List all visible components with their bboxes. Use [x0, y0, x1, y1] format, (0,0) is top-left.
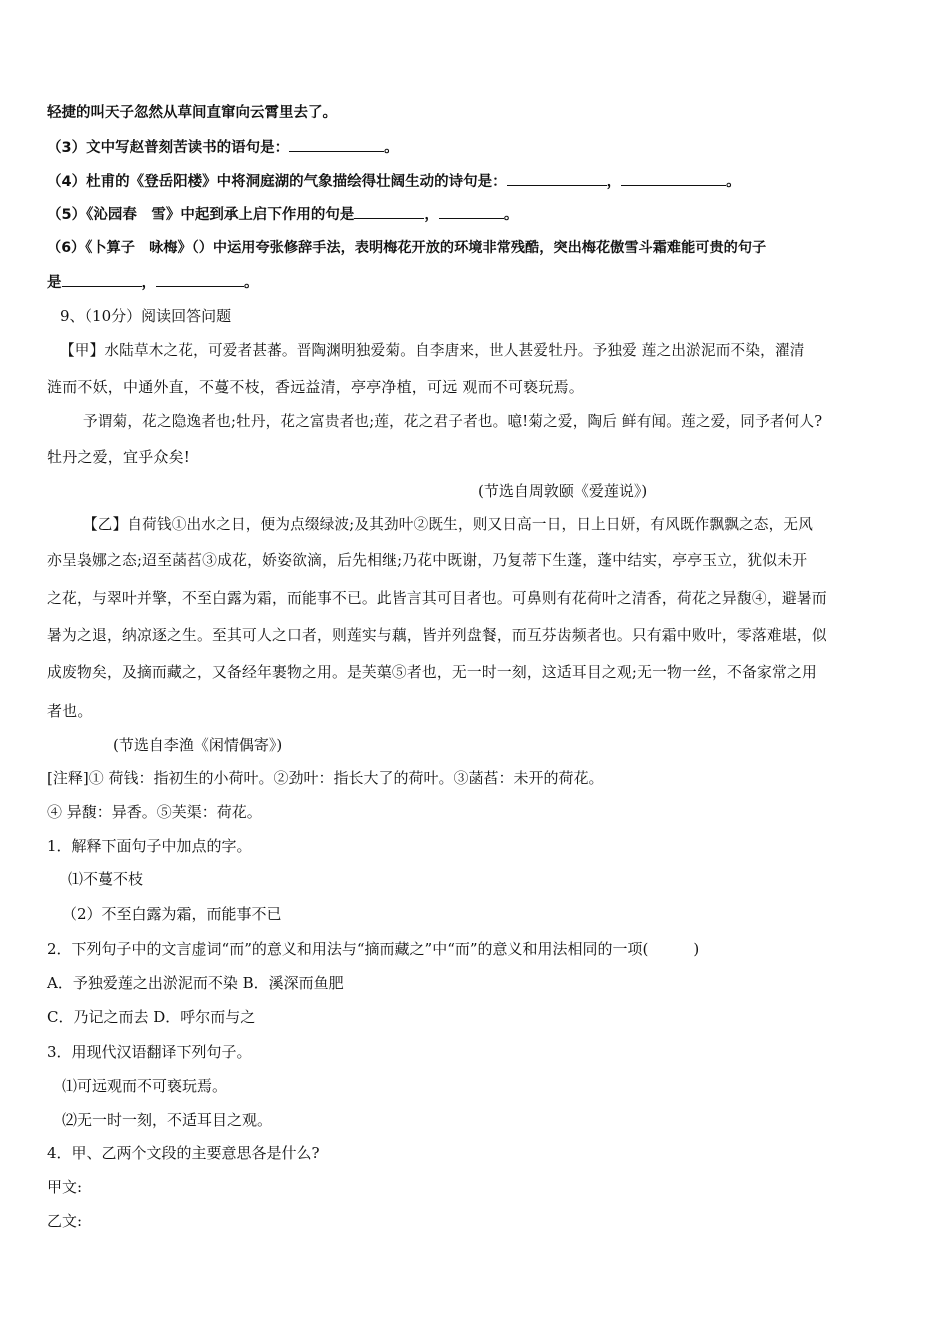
sub-question-1: 1．解释下面句子中加点的字。	[47, 837, 252, 855]
passage-jia-line: 牡丹之爱，宜乎众矣!	[47, 448, 191, 466]
passage-jia-line: 予谓菊，花之隐逸者也;牡丹，花之富贵者也;莲，花之君子者也。噫!菊之爱，陶后 鲜有闻。莲之爱，同予者何人?	[83, 413, 823, 430]
passage-yi-line: 成废物矣，及摘而藏之，又备经年裹物之用。是芙蕖⑤者也，无一时一刻，这适耳目之观;无一物一丝，不备家常之用	[47, 664, 818, 681]
sub-question-4: 4．甲、乙两个文段的主要意思各是什么?	[47, 1144, 320, 1162]
answer-blank[interactable]	[354, 204, 424, 219]
answer-label-yi: 乙文:	[47, 1212, 83, 1230]
passage-yi-line: 者也。	[47, 702, 93, 720]
question-6-continued: 是 ， 。	[47, 272, 910, 293]
sub-question-1b: （2）不至白露为霜，而能事不已	[62, 905, 282, 923]
question-3: （3）文中写赵普刻苦读书的语句是： 。	[47, 137, 910, 158]
passage-yi-line: 亦呈袅娜之态;迢至菡萏③成花，娇姿欲滴，后先相继;乃花中既谢，乃复蒂下生蓬，蓬中结实，亭亭玉立，犹似未开	[47, 552, 808, 569]
answer-blank[interactable]	[621, 171, 726, 186]
sub-question-3b: ⑵无一时一刻，不适耳目之观。	[62, 1111, 273, 1129]
option-c-d: C．乃记之而去 D．呼尔而与之	[47, 1008, 256, 1026]
passage-jia-line: 【甲】水陆草木之花，可爱者甚蕃。晋陶渊明独爱菊。自李唐来，世人甚爱牡丹。予独爱 莲之出淤泥而不染，濯清	[60, 342, 805, 359]
answer-blank[interactable]	[156, 272, 244, 287]
passage-yi-line: 之花，与翠叶并擎，不至白露为霜，而能事不已。此皆言其可目者也。可鼻则有花荷叶之清香，荷花之异馥④，避暑而	[47, 590, 827, 607]
question-5: （5）《沁园春 雪》中起到承上启下作用的句是 ， 。	[47, 204, 910, 225]
answer-blank[interactable]	[439, 204, 504, 219]
annotation-line: ④ 异馥：异香。⑤芙渠：荷花。	[47, 803, 262, 821]
sub-question-3a: ⑴可远观而不可亵玩焉。	[62, 1077, 228, 1095]
sub-question-2: 2．下列句子中的文言虚词“而”的意义和用法与“摘而藏之”中“而”的意义和用法相同的一项( )	[47, 940, 700, 958]
passage-jia-line: 涟而不妖，中通外直，不蔓不枝，香远益清，亭亭净植，可远 观而不可亵玩焉。	[47, 378, 584, 396]
question-6: （6）《卜算子 咏梅》（）中运用夸张修辞手法，表明梅花开放的环境非常残酷，突出梅花傲雪斗霜难能可贵的句子	[47, 240, 767, 256]
question-9-heading: 9、（10分）阅读回答问题	[60, 307, 232, 325]
answer-blank[interactable]	[289, 137, 384, 152]
question-4: （4）杜甫的《登岳阳楼》中将洞庭湖的气象描绘得壮阔生动的诗句是： ， 。	[47, 171, 910, 192]
answer-label-jia: 甲文:	[47, 1178, 83, 1196]
option-a-b: A．予独爱莲之出淤泥而不染 B．溪深而鱼肥	[47, 974, 344, 992]
passage-yi-line: 【乙】自荷钱①出水之日，便为点缀绿波;及其劲叶②既生，则又日高一日，日上日妍，有风既作飘飘之态，无风	[83, 516, 814, 533]
continued-text: 轻捷的叫天子忽然从草间直窜向云霄里去了。	[47, 105, 337, 121]
answer-blank[interactable]	[62, 272, 142, 287]
sub-question-3: 3．用现代汉语翻译下列句子。	[47, 1043, 252, 1061]
passage-jia-source: (节选自周敦颐《爱莲说》)	[478, 482, 648, 500]
answer-blank[interactable]	[507, 171, 607, 186]
sub-question-1a: ⑴不蔓不枝	[68, 870, 144, 888]
passage-yi-line: 暑为之退，纳凉逐之生。至其可人之口者，则莲实与藕，皆并列盘餐，而互芬齿频者也。只有霜中败叶，零落难堪，似	[47, 627, 827, 644]
passage-yi-source: (节选自李渔《闲情偶寄》)	[113, 736, 283, 754]
annotation-line: [注释]① 荷钱：指初生的小荷叶。②劲叶：指长大了的荷叶。③菡萏：未开的荷花。	[47, 769, 604, 787]
